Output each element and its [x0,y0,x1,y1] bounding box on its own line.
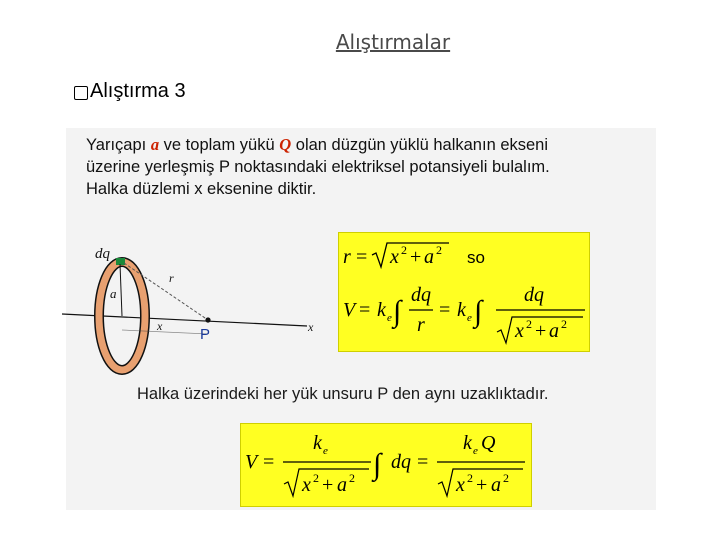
svg-text:2: 2 [467,471,473,485]
svg-text:+: + [322,474,334,496]
svg-text:a: a [337,474,347,496]
label-x-mid: x [157,319,163,333]
symbol-Q: Q [279,135,292,154]
svg-text:2: 2 [313,471,319,485]
exercise-heading [74,80,186,103]
svg-text:e: e [323,445,328,457]
svg-text:dq: dq [524,284,544,306]
svg-text:V: V [343,299,356,321]
svg-text:V: V [245,451,258,473]
point-P [205,317,210,322]
radius-line [120,264,122,316]
svg-text:∫: ∫ [373,448,382,481]
formula-1-svg [339,233,589,351]
problem-text-c: olan düzgün yüklü halkanın ekseni [295,136,549,154]
formula-2-svg [241,424,531,506]
r-line [124,263,208,320]
svg-text:+: + [410,246,422,268]
svg-text:Q: Q [481,432,496,454]
checkbox-bullet-icon [74,86,88,100]
svg-text:∫: ∫ [393,295,402,328]
svg-text:2: 2 [561,317,567,331]
exercise-label: Alıştırma 3 [90,80,186,102]
note-text: Halka üzerindeki her yük unsuru P den aynı uzaklıktadır. [137,385,549,403]
svg-text:k: k [457,299,466,321]
formula-box-V-final [240,423,532,507]
svg-text:x: x [302,474,311,496]
problem-statement [86,134,656,200]
svg-text:e: e [473,445,478,457]
problem-line-1 [86,134,656,156]
svg-text:dq: dq [411,284,431,306]
label-a: a [110,286,117,301]
svg-text:2: 2 [436,243,442,257]
svg-text:+: + [535,320,547,342]
svg-text:a: a [491,474,501,496]
symbol-a: a [150,135,160,154]
formula-box-r-V [338,232,590,352]
problem-text-a: Yarıçapı [86,136,147,154]
svg-text:2: 2 [349,471,355,485]
svg-text:=: = [417,451,429,473]
svg-text:=: = [356,246,368,268]
label-P: P [200,326,211,343]
svg-text:+: + [476,474,488,496]
problem-text-b: ve toplam yükü [163,136,275,154]
svg-text:k: k [463,432,472,454]
svg-text:e: e [467,312,472,324]
label-dq: dq [95,246,110,262]
svg-text:k: k [313,432,322,454]
ring-diagram [62,230,332,380]
svg-text:2: 2 [503,471,509,485]
svg-text:2: 2 [526,317,532,331]
x-tick [122,330,208,334]
svg-text:x: x [515,320,524,342]
svg-text:dq: dq [391,451,411,473]
svg-text:e: e [387,312,392,324]
label-r: r [169,271,174,285]
so-label: so [467,248,485,267]
svg-text:=: = [263,451,275,473]
svg-text:∫: ∫ [474,295,483,328]
problem-line-3: Halka düzlemi x eksenine diktir. [86,180,317,198]
svg-text:=: = [439,299,451,321]
svg-text:2: 2 [401,243,407,257]
svg-text:a: a [424,246,434,268]
svg-text:r: r [343,246,351,268]
svg-text:r: r [417,314,425,336]
svg-text:x: x [456,474,465,496]
svg-text:a: a [549,320,559,342]
slide-title: Alıştırmalar [335,30,451,54]
label-x-axis: x [308,320,314,334]
dq-element [116,258,125,265]
svg-text:=: = [359,299,371,321]
problem-line-2: üzerine yerleşmiş P noktasındaki elektriksel potansiyeli bulalım. [86,158,550,176]
svg-text:x: x [390,246,399,268]
svg-text:k: k [377,299,386,321]
